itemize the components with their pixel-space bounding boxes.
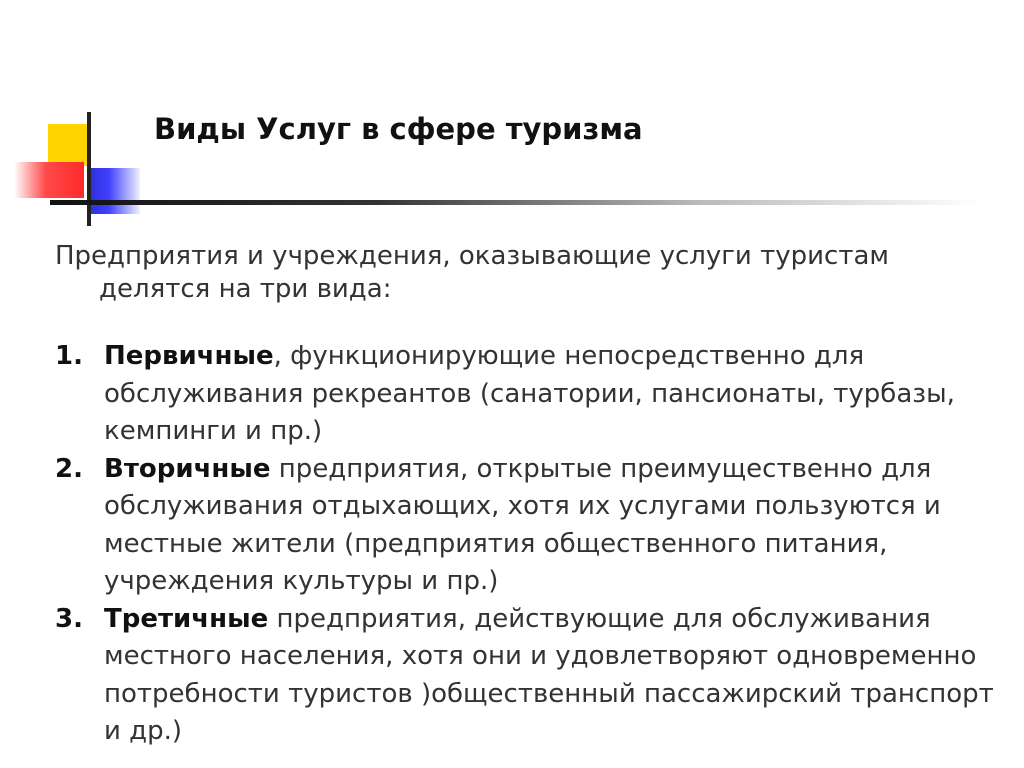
list-number: 2. — [55, 453, 83, 484]
intro-paragraph — [55, 240, 975, 306]
list-number: 3. — [55, 603, 83, 634]
title-underline — [50, 200, 980, 205]
intro-line-2: делятся на три вида: — [99, 274, 392, 304]
list-term: Первичные — [104, 341, 274, 371]
slide-title: Виды Услуг в сфере туризма — [154, 112, 643, 146]
list-item — [55, 338, 995, 451]
intro-line-1: Предприятия и учреждения, оказывающие услуги туристам — [55, 241, 890, 271]
list-term: Вторичные — [104, 453, 271, 484]
yellow-square — [48, 124, 90, 166]
list-item — [55, 451, 995, 601]
list-text: предприятия, действующие для обслуживания местного населения, хотя они и удовлетворяют одновременно потребности туристов )общественный пассажирский транспорт и др.) — [104, 603, 994, 746]
blue-square — [88, 168, 140, 214]
list-text: , функционирующие непосредственно для обслуживания рекреантов (санатории, пансионаты, турбазы, кемпинги и пр.) — [104, 341, 955, 446]
services-list — [55, 338, 995, 751]
list-item — [55, 601, 995, 751]
red-square — [14, 162, 84, 198]
list-term: Третичные — [104, 603, 269, 634]
list-number: 1. — [55, 341, 83, 371]
list-text: предприятия, открытые преимущественно для обслуживания отдыхающих, хотя их услугами пользуются и местные жители (предприятия общественного питания, учреждения культуры и пр.) — [104, 453, 941, 596]
vertical-rule — [87, 112, 91, 226]
